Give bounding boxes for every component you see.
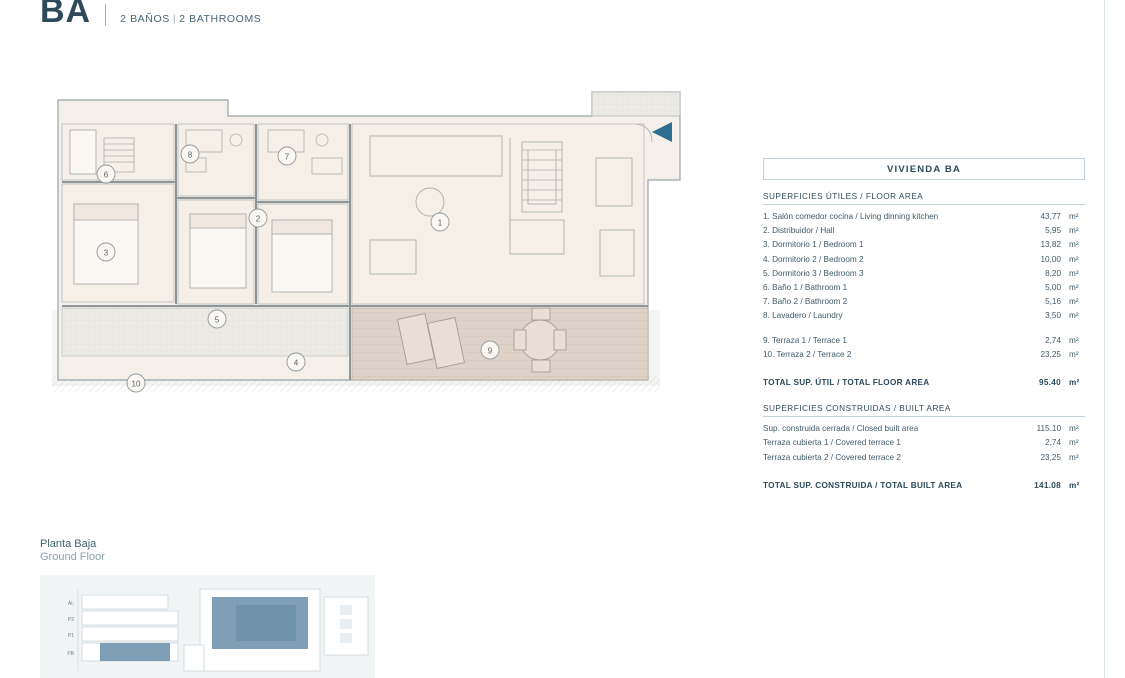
page-header [40,0,261,28]
row-value: 5,00 [1045,283,1061,293]
row-label: Sup. construida cerrada / Closed built area [763,424,919,434]
row-unit: m² [1069,254,1079,264]
built-area-rows [763,422,1085,465]
row-label: TOTAL SUP. ÚTIL / TOTAL FLOOR AREA [763,378,930,388]
row-unit: m² [1069,311,1079,321]
svg-text:PB: PB [67,651,74,657]
row-label: 2. Distribuidor / Hall [763,226,835,236]
row-value: 141.08 [1034,480,1061,490]
unit-title: VIVIENDA BA [886,163,962,175]
floor-plan [40,80,720,410]
row-value: 5,16 [1045,297,1061,307]
row-value: 43,77 [1040,212,1061,221]
table-row [763,334,1085,348]
row-label: 3. Dormitorio 1 / Bedroom 1 [763,240,864,250]
svg-text:10: 10 [131,379,141,389]
spacer [763,362,1085,376]
table-row [763,348,1085,362]
table-row [763,451,1085,465]
svg-text:5: 5 [214,315,220,325]
key-plan-svg [40,575,375,678]
total-built-area-row [763,479,1085,493]
row-value: 115.10 [1036,424,1061,434]
row-unit: m² [1069,268,1079,278]
row-unit: m² [1069,452,1079,462]
ground-floor-label-es: Planta Baja [40,538,97,550]
table-row [763,436,1085,450]
bathrooms-es: 2 BAÑOS [120,13,170,25]
row-value: 8,20 [1045,268,1061,278]
row-value: 95.40 [1039,378,1061,388]
spacer [763,390,1085,404]
svg-text:P1: P1 [67,633,74,639]
row-label: 5. Dormitorio 3 / Bedroom 3 [763,268,864,278]
page-vertical-rule [1104,0,1105,678]
row-label: 10. Terraza 2 / Terrace 2 [763,349,852,359]
row-value: 5,95 [1045,226,1061,236]
unit-code: BA [40,0,92,30]
table-row [763,267,1085,281]
specification-panel [763,158,1085,493]
svg-text:1: 1 [437,218,443,228]
unit-title-box [763,158,1085,180]
row-label: 6. Baño 1 / Bathroom 1 [763,283,848,293]
header-divider [105,4,106,26]
spacer [763,324,1085,334]
svg-text:P2: P2 [67,617,74,623]
row-value: 13,82 [1040,240,1061,250]
row-label: 9. Terraza 1 / Terrace 1 [763,335,847,345]
table-row [763,224,1085,238]
row-unit: m² [1069,226,1079,236]
floor-area-terraces [763,334,1085,362]
row-unit: m² [1069,349,1079,359]
header-separator: | [172,13,177,25]
key-plan-elevation [67,589,178,671]
row-label: 7. Baño 2 / Bathroom 2 [763,297,848,307]
row-label: Terraza cubierta 1 / Covered terrace 1 [763,438,901,448]
row-label: 8. Lavadero / Laundry [763,311,843,321]
row-unit: m² [1069,378,1080,388]
total-floor-area-row [763,376,1085,390]
row-unit: m² [1069,480,1080,490]
svg-text:9: 9 [487,346,493,356]
row-value: 3,50 [1045,311,1061,321]
svg-text:4: 4 [293,358,299,368]
row-label: 1. Salón comedor cocina / Living dinning kitchen [763,212,939,221]
row-value: 23,25 [1040,452,1061,462]
svg-text:6: 6 [103,170,109,180]
spacer [763,465,1085,479]
floor-area-rooms [763,210,1085,324]
row-value: 2,74 [1045,438,1061,448]
row-value: 2,74 [1045,335,1061,345]
row-label: TOTAL SUP. CONSTRUIDA / TOTAL BUILT AREA [763,480,963,490]
row-label: Terraza cubierta 2 / Covered terrace 2 [763,452,901,462]
key-plan-site [184,589,368,671]
row-unit: m² [1069,297,1079,307]
svg-text:8: 8 [187,150,193,160]
table-row [763,238,1085,252]
floor-area-heading: SUPERFICIES ÚTILES / FLOOR AREA [763,192,1085,205]
svg-text:Át.: Át. [67,601,74,607]
floor-plan-svg [40,80,720,410]
row-label: 4. Dormitorio 2 / Bedroom 2 [763,254,864,264]
table-row [763,253,1085,267]
header-bathrooms [120,13,261,25]
built-area-heading: SUPERFICIES CONSTRUIDAS / BUILT AREA [763,404,1085,417]
table-row [763,309,1085,323]
row-unit: m² [1069,335,1079,345]
key-plan [40,575,375,678]
svg-text:2: 2 [255,214,261,224]
svg-text:3: 3 [103,248,109,258]
row-unit: m² [1069,438,1079,448]
bathrooms-en: 2 BATHROOMS [179,13,262,25]
row-value: 10,00 [1040,254,1061,264]
row-unit: m² [1069,240,1079,250]
plan-rooms [62,124,644,304]
ground-floor-label-en: Ground Floor [40,551,105,563]
table-row [763,295,1085,309]
row-unit: m² [1069,212,1079,221]
table-row [763,210,1085,224]
row-value: 23,25 [1040,349,1061,359]
svg-text:7: 7 [284,152,290,162]
table-row [763,281,1085,295]
row-unit: m² [1069,283,1079,293]
row-unit: m² [1069,424,1079,434]
ground-floor-label [40,538,105,564]
table-row [763,422,1085,436]
